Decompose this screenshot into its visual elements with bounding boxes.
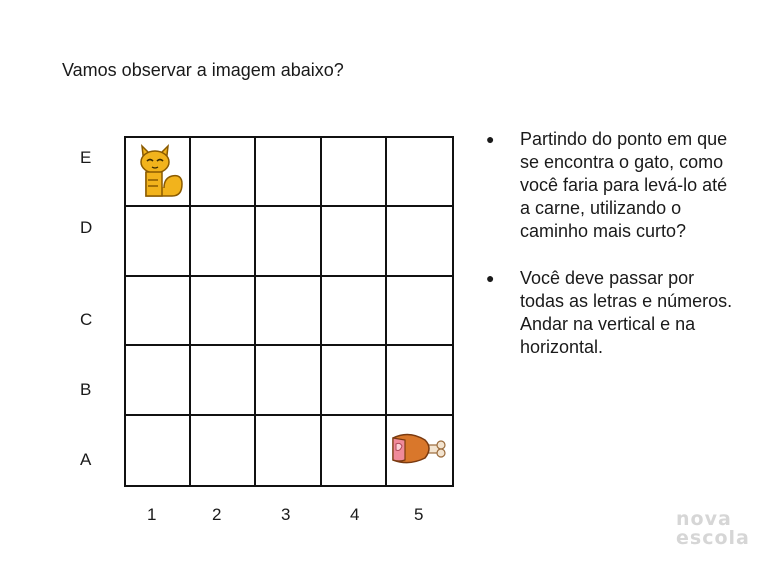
cell-d4 (322, 207, 387, 276)
cell-c2 (191, 277, 256, 346)
row-label-d: D (80, 218, 93, 237)
page-title: Vamos observar a imagem abaixo? (62, 60, 344, 80)
row-label-a: A (80, 450, 92, 469)
row-label-b: B (80, 380, 92, 399)
cell-a2 (191, 416, 256, 485)
cell-b2 (191, 346, 256, 415)
cell-a3 (256, 416, 321, 485)
cell-c4 (322, 277, 387, 346)
instructions-list (486, 128, 736, 383)
cell-e2 (191, 138, 256, 207)
logo-line-1: nova (676, 508, 732, 530)
cell-c5 (387, 277, 452, 346)
cell-c3 (256, 277, 321, 346)
cell-a1 (126, 416, 191, 485)
cell-e3 (256, 138, 321, 207)
cell-a5 (387, 416, 452, 485)
col-label-1: 1 (147, 505, 157, 524)
cell-e1 (126, 138, 191, 207)
bullet-icon: ● (486, 270, 495, 286)
instruction-text: Partindo do ponto em que se encontra o gato, como você faria para levá-lo até a carne, utilizando o caminho mais curto? (520, 129, 728, 241)
list-item (486, 267, 736, 359)
bullet-icon: ● (486, 131, 495, 147)
cell-e4 (322, 138, 387, 207)
cat-icon (136, 142, 184, 200)
logo-line-2: escola (676, 527, 750, 549)
col-label-3: 3 (281, 505, 291, 524)
list-item (486, 128, 736, 243)
instruction-text: Você deve passar por todas as letras e números. Andar na vertical e na horizontal. (520, 268, 733, 357)
cell-d5 (387, 207, 452, 276)
cell-b3 (256, 346, 321, 415)
cell-d1 (126, 207, 191, 276)
cell-d2 (191, 207, 256, 276)
cell-a4 (322, 416, 387, 485)
cell-b1 (126, 346, 191, 415)
cell-e5 (387, 138, 452, 207)
meat-icon (389, 432, 449, 466)
cell-d3 (256, 207, 321, 276)
row-label-c: C (80, 310, 93, 329)
coordinate-grid (124, 136, 454, 487)
nova-escola-logo (676, 510, 756, 548)
col-label-5: 5 (414, 505, 424, 524)
cell-b4 (322, 346, 387, 415)
col-label-2: 2 (212, 505, 222, 524)
row-label-e: E (80, 148, 92, 167)
cell-c1 (126, 277, 191, 346)
col-label-4: 4 (350, 505, 360, 524)
cell-b5 (387, 346, 452, 415)
